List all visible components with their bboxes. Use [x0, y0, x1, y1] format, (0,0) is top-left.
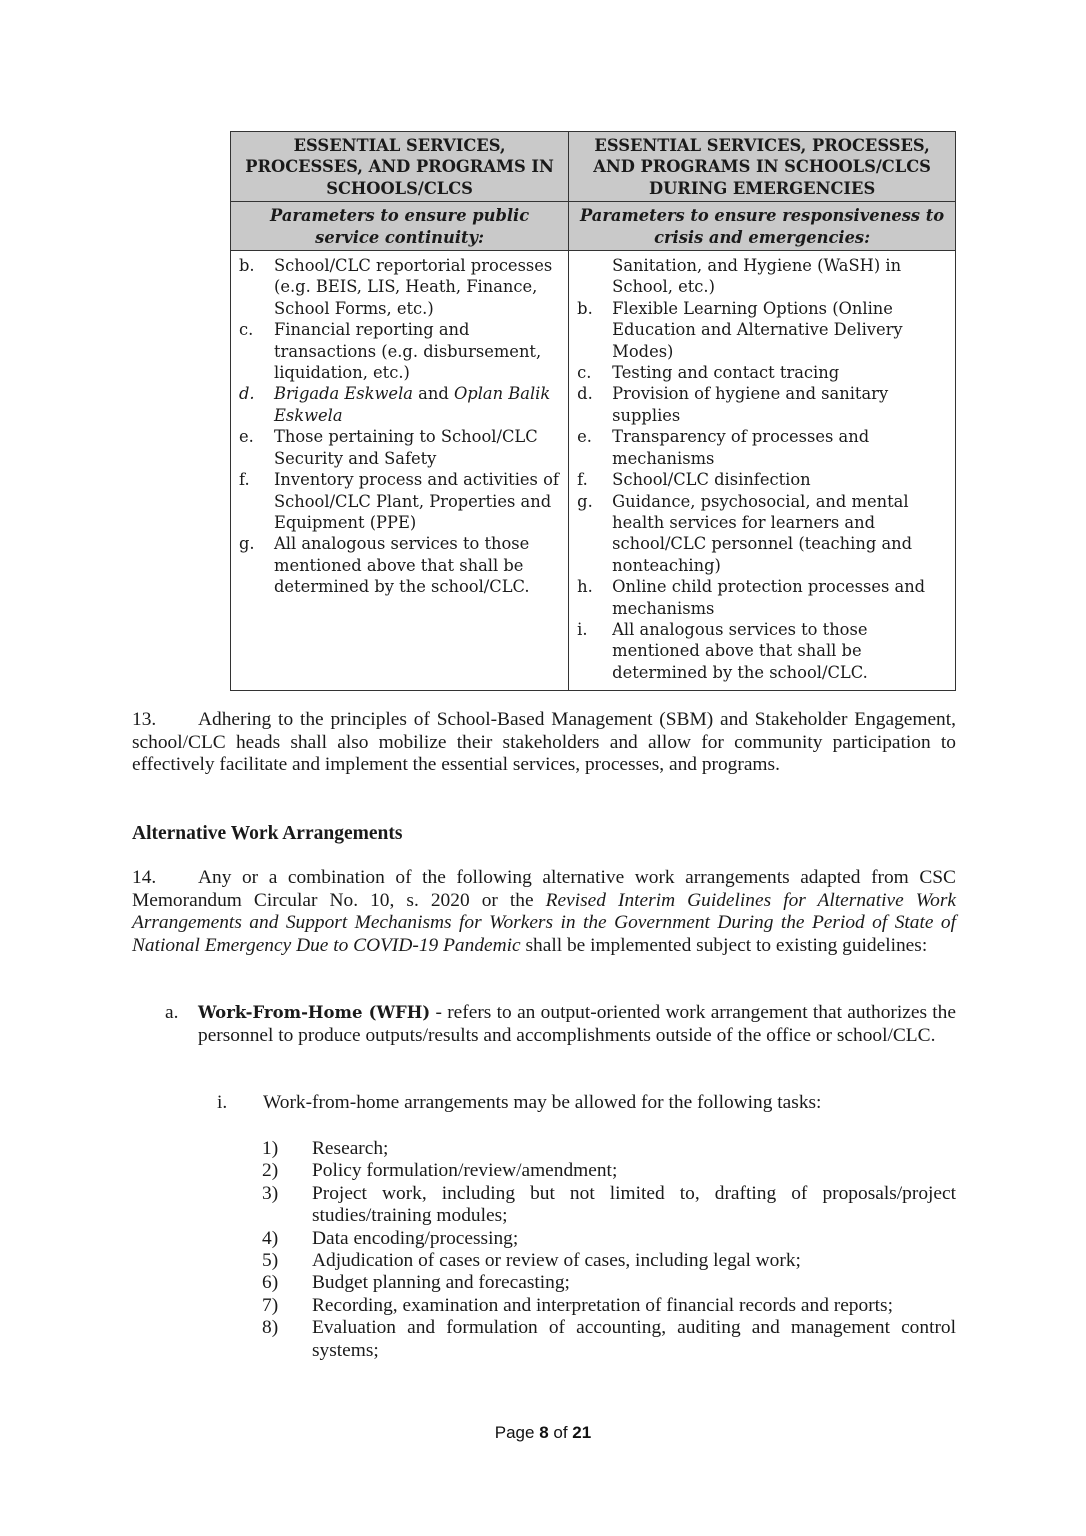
essential-services-table	[230, 131, 956, 691]
list-label: d.	[577, 384, 593, 404]
task-item	[262, 1138, 956, 1160]
task-item	[262, 1250, 956, 1272]
list-item	[239, 426, 562, 469]
program-name: Brigada Eskwela	[274, 384, 413, 404]
list-label: f.	[239, 470, 250, 490]
task-number: 5)	[262, 1250, 279, 1272]
total-pages: 21	[572, 1423, 592, 1442]
list-item	[239, 383, 562, 426]
list-text: Guidance, psychosocial, and mental health services for learners and school/CLC personnel (teaching and nonteaching)	[612, 491, 913, 575]
list-label: g.	[239, 534, 255, 554]
item-i	[217, 1092, 957, 1115]
list-item	[577, 576, 949, 619]
term-wfh: Work-From-Home (WFH)	[198, 1003, 431, 1022]
guidelines-title: Revised Interim Guidelines for Alternative Work Arrangements and Support Mechanisms for Workers in the Government During the Period of State of National Emergency Due to COVID-19 Pandemic	[132, 889, 956, 956]
list-text: School/CLC disinfection	[612, 470, 811, 490]
list-text: Flexible Learning Options (Online Education and Alternative Delivery Modes)	[612, 298, 903, 361]
task-number: 6)	[262, 1272, 279, 1294]
list-item	[239, 319, 562, 383]
task-text: Data encoding/processing;	[312, 1227, 519, 1249]
conjunction: and	[412, 384, 454, 404]
table-subheader-left: Parameters to ensure public service continuity:	[231, 202, 569, 251]
task-number: 2)	[262, 1160, 279, 1182]
list-text: Sanitation, and Hygiene (WaSH) in School, etc.)	[612, 256, 902, 297]
list-text: Testing and contact tracing	[612, 363, 840, 383]
task-number: 3)	[262, 1182, 279, 1204]
list-item	[577, 298, 949, 362]
list-label: f.	[577, 470, 588, 490]
page-number-footer	[0, 1423, 1086, 1443]
list-item	[577, 469, 949, 490]
task-item	[262, 1183, 956, 1228]
task-item	[262, 1295, 956, 1317]
paragraph-text: shall be implemented subject to existing guidelines:	[520, 934, 928, 956]
task-text: Adjudication of cases or review of cases, including legal work;	[312, 1250, 801, 1272]
table-subheader-right: Parameters to ensure responsiveness to crisis and emergencies:	[569, 202, 956, 251]
right-list	[577, 255, 949, 683]
task-number: 1)	[262, 1138, 279, 1159]
task-text: Project work, including but not limited to, drafting of proposals/project studies/training modules;	[312, 1182, 956, 1227]
table-cell-left	[231, 251, 569, 691]
task-number: 8)	[262, 1317, 279, 1339]
list-item-continued	[577, 255, 949, 298]
list-text: Those pertaining to School/CLC Security and Safety	[274, 427, 538, 468]
page-prefix: Page	[494, 1423, 540, 1442]
list-text: Financial reporting and transactions (e.g. disbursement, liquidation, etc.)	[274, 320, 542, 383]
list-label: e.	[239, 427, 254, 447]
item-a-work-from-home	[165, 1002, 956, 1047]
definition: - refers to an output-oriented work arrangement that authorizes the personnel to produce outputs/results and accomplishments outside of the office or school/CLC.	[198, 1002, 956, 1046]
list-label: i.	[577, 619, 588, 639]
item-label: a.	[165, 1002, 179, 1023]
list-item	[239, 469, 562, 533]
list-label: e.	[577, 427, 592, 447]
list-item	[577, 426, 949, 469]
list-label: h.	[577, 577, 593, 597]
section-heading: Alternative Work Arrangements	[132, 823, 403, 844]
task-number: 7)	[262, 1294, 279, 1316]
list-text: All analogous services to those mentioned above that shall be determined by the school/CLC.	[612, 619, 868, 682]
table-header-left: ESSENTIAL SERVICES, PROCESSES, AND PROGRAMS IN SCHOOLS/CLCS	[231, 132, 569, 202]
task-item	[262, 1160, 956, 1182]
task-text: Recording, examination and interpretation of financial records and reports;	[312, 1294, 893, 1316]
list-item	[577, 362, 949, 383]
item-text: Work-from-home arrangements may be allowed for the following tasks:	[263, 1092, 822, 1113]
item-text	[198, 1002, 956, 1047]
item-label: i.	[217, 1092, 228, 1113]
paragraph-13	[132, 709, 956, 777]
paragraph-14	[132, 867, 956, 957]
list-label: c.	[577, 363, 592, 383]
list-text: Inventory process and activities of School/CLC Plant, Properties and Equipment (PPE)	[274, 470, 559, 532]
paragraph-text: Adhering to the principles of School-Based Management (SBM) and Stakeholder Engagement, school/CLC heads shall also mobilize their stakeholders and allow for community participation to effectively facilitate and implement the essential services, processes, and programs.	[132, 709, 956, 776]
wfh-task-list	[262, 1138, 956, 1362]
paragraph-number: 14.	[132, 867, 157, 888]
table-subheader-row	[231, 202, 956, 251]
list-item	[577, 383, 949, 426]
task-item	[262, 1228, 956, 1250]
task-text: Evaluation and formulation of accounting, auditing and management control systems;	[312, 1317, 956, 1361]
list-text: Provision of hygiene and sanitary supplies	[612, 384, 889, 425]
table-cell-right	[569, 251, 956, 691]
paragraph-text: Any or a combination of the following alternative work arrangements adapted from CSC Memorandum Circular No. 10, s. 2020 or the	[132, 867, 956, 911]
page-of: of	[548, 1423, 573, 1442]
list-item	[577, 619, 949, 683]
program-name: Oplan Balik Eskwela	[274, 384, 551, 425]
table-header-row	[231, 132, 956, 202]
list-label: b.	[577, 298, 593, 318]
list-text: All analogous services to those mentioned above that shall be determined by the school/CLC.	[274, 534, 530, 597]
task-item	[262, 1317, 956, 1362]
paragraph-number: 13.	[132, 709, 157, 730]
list-item	[577, 491, 949, 577]
list-label: d.	[239, 384, 255, 404]
task-text: Policy formulation/review/amendment;	[312, 1160, 618, 1182]
list-label: b.	[239, 256, 255, 276]
list-text: Transparency of processes and mechanisms	[612, 427, 870, 468]
task-item	[262, 1272, 956, 1294]
list-label: c.	[239, 320, 254, 340]
table-header-right: ESSENTIAL SERVICES, PROCESSES, AND PROGRAMS IN SCHOOLS/CLCS DURING EMERGENCIES	[569, 132, 956, 202]
list-text	[274, 383, 562, 426]
task-text: Research;	[312, 1138, 389, 1159]
list-text: School/CLC reportorial processes (e.g. BEIS, LIS, Heath, Finance, School Forms, etc.)	[274, 256, 553, 318]
left-list	[239, 255, 562, 598]
task-number: 4)	[262, 1227, 279, 1249]
current-page: 8	[539, 1423, 549, 1442]
list-item	[239, 255, 562, 319]
list-text: Online child protection processes and mechanisms	[612, 577, 926, 618]
table-row	[231, 251, 956, 691]
list-label: g.	[577, 491, 593, 511]
task-text: Budget planning and forecasting;	[312, 1272, 570, 1294]
list-item	[239, 533, 562, 597]
